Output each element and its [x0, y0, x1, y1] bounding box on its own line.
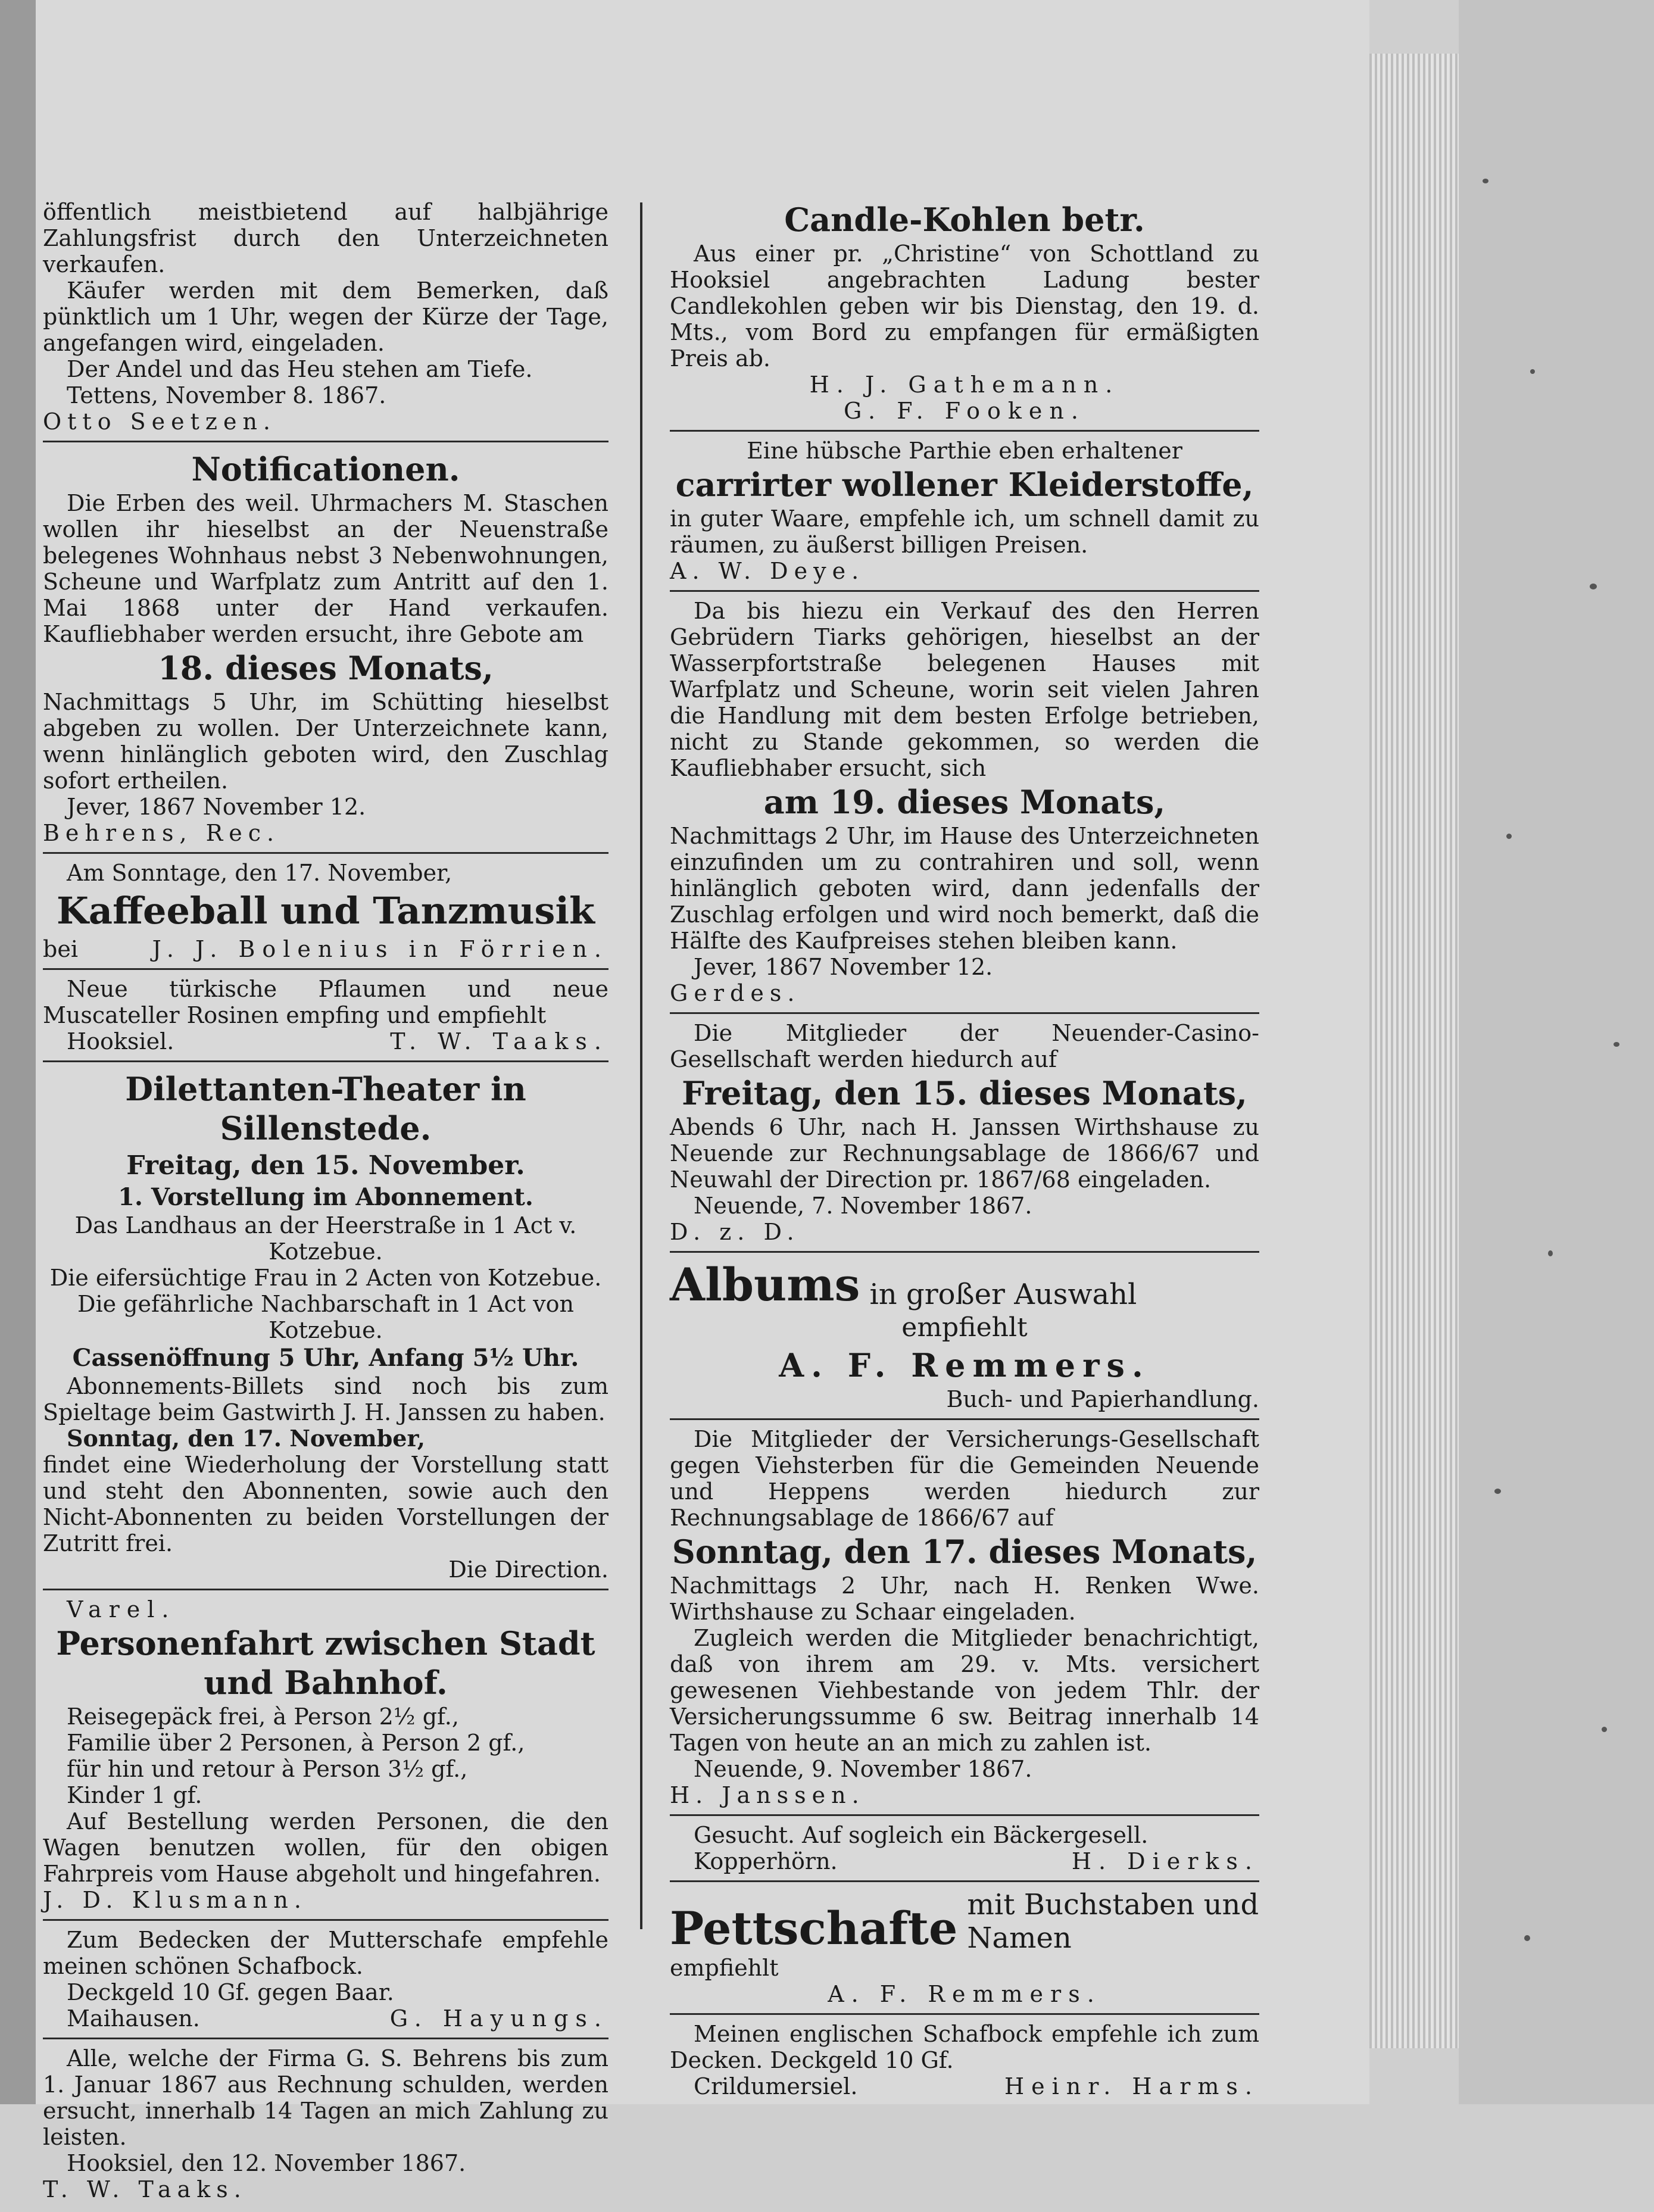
ad-text: Abonnements-Billets sind noch bis zum Spieltage beim Gastwirth J. H. Janssen zu haben.	[43, 1373, 608, 1425]
ad-subheading: Freitag, den 15. November.	[126, 1150, 525, 1181]
ad-text: Die Erben des weil. Uhrmachers M. Staschen wollen ihr hieselbst an der Neuenstraße belegenes Wohnhaus nebst 3 Nebenwohnungen, Scheune und Warfplatz zum Antritt auf den 1. Mai 1868 unter der Hand verkaufen. Kaufliebhaber werden ersucht, ihre Gebote am	[43, 490, 608, 647]
ad-candle-kohlen	[670, 196, 1259, 432]
ad-subline: Buch- und Papierhandlung.	[946, 1386, 1259, 1412]
date-heading: Freitag, den 15. dieses Monats,	[682, 1074, 1247, 1112]
signature: H. Janssen.	[670, 1782, 865, 1808]
ad-behrens-zahlung	[43, 2043, 608, 2208]
place-date: Neuende, 9. November 1867.	[694, 1756, 1032, 1782]
ad-heading-row	[670, 1259, 1259, 1311]
signature: A. W. Deye.	[670, 558, 865, 584]
place: Maihausen.	[67, 2005, 200, 2032]
date-heading: am 19. dieses Monats,	[763, 783, 1166, 821]
prefix: bei	[43, 936, 78, 962]
signature: Heinr. Harms.	[1004, 2073, 1259, 2099]
ad-heading-side: in großer Auswahl	[869, 1278, 1137, 1311]
signature: Otto Seetzen.	[43, 408, 276, 435]
signature: D. z. D.	[670, 1219, 800, 1245]
ad-heading: Dilettanten-Theater in Sillenstede.	[125, 1070, 526, 1147]
ad-text: Abends 6 Uhr, nach H. Janssen Wirthshause zu Neuende zur Rechnungsablage de 1866/67 und Neuwahl der Direction pr. 1867/68 eingeladen.	[670, 1114, 1259, 1193]
ad-heading: Notificationen.	[191, 450, 460, 488]
merchant-name: A. F. Remmers.	[828, 1981, 1101, 2007]
ad-text: Auf Bestellung werden Personen, die den Wagen benutzen wollen, für den obigen Fahrpreis vom Hause abgeholt und hingefahren.	[43, 1808, 608, 1887]
ad-text: Nachmittags 2 Uhr, nach H. Renken Wwe. Wirthshause zu Schaar eingeladen.	[670, 1573, 1259, 1625]
ad-text: Aus einer pr. „Christine“ von Schottland zu Hooksiel angebrachten Ladung bester Candlekohlen geben wir bis Dienstag, den 19. d. Mts., vom Bord zu empfangen für ermäßigten Preis ab.	[670, 241, 1259, 372]
ad-text: Der Andel und das Heu stehen am Tiefe.	[67, 356, 533, 382]
book-cover-board	[1459, 0, 1654, 2104]
fare-line: für hin und retour à Person 3½ gf.,	[67, 1756, 468, 1782]
ad-text: Gesucht. Auf sogleich ein Bäckergesell.	[694, 1822, 1149, 1848]
ad-text: Meinen englischen Schafbock empfehle ich zum Decken. Deckgeld 10 Gf.	[670, 2021, 1259, 2073]
ad-pflaumen	[43, 974, 608, 1062]
left-column	[43, 196, 608, 2212]
ad-heading: Personenfahrt zwischen Stadt und Bahnhof.	[56, 1624, 595, 1702]
ad-schafbock-crildumersiel	[670, 2018, 1259, 2105]
signature: T. W. Taaks.	[43, 2176, 247, 2202]
signature: G. F. Fooken.	[844, 398, 1085, 424]
ad-text: öffentlich meistbietend auf halbjährige Zahlungsfrist durch den Unterzeichneten verkaufen.	[43, 199, 608, 277]
ad-notificationen	[43, 446, 608, 854]
ad-text: Käufer werden mit dem Bemerken, daß pünktlich um 1 Uhr, wegen der Kürze der Tage, angefangen wird, eingeladen.	[43, 277, 608, 356]
ad-text: Zum Bedecken der Mutterschafe empfehle meinen schönen Schafbock.	[43, 1927, 608, 1979]
page-stack-edges	[1369, 54, 1459, 2048]
ad-heading: Candle-Kohlen betr.	[784, 201, 1145, 239]
signature: Die Direction.	[448, 1556, 608, 1583]
fare-line: Familie über 2 Personen, à Person 2 gf.,	[67, 1730, 525, 1756]
ad-text: Alle, welche der Firma G. S. Behrens bis zum 1. Januar 1867 aus Rechnung schulden, werden ersucht, innerhalb 14 Tagen an mich Zahlung zu leisten.	[43, 2045, 608, 2150]
signature: Behrens, Rec.	[43, 820, 280, 846]
place-date: Tettens, November 8. 1867.	[67, 382, 386, 408]
ad-albums	[670, 1256, 1259, 1420]
ad-host-line	[43, 936, 608, 962]
ad-versicherung	[670, 1424, 1259, 1816]
ad-subheading: 1. Vorstellung im Abonnement.	[118, 1183, 533, 1211]
ad-heading-side: mit Buchstaben und Namen	[967, 1888, 1259, 1955]
fare-line: Reisegepäck frei, à Person 2½ gf.,	[67, 1704, 459, 1730]
programme-line: Die gefährliche Nachbarschaft in 1 Act von Kotzebue.	[77, 1291, 574, 1343]
ad-text: in guter Waare, empfehle ich, um schnell damit zu räumen, zu äußerst billigen Preisen.	[670, 506, 1259, 558]
place: Hooksiel.	[67, 1028, 174, 1054]
signature: T. W. Taaks.	[390, 1028, 608, 1054]
previous-page-edge	[0, 0, 36, 2104]
programme-line: Das Landhaus an der Heerstraße in 1 Act v. Kotzebue.	[74, 1212, 577, 1265]
ad-text: Neue türkische Pflaumen und neue Muscateller Rosinen empfing und empfiehlt	[43, 976, 608, 1028]
ad-intro: Am Sonntage, den 17. November,	[67, 860, 452, 886]
place: Crildumersiel.	[694, 2073, 858, 2099]
ad-heading: carrirter wollener Kleiderstoffe,	[675, 466, 1254, 504]
ad-casino-gesellschaft	[670, 1018, 1259, 1253]
ad-pettschafte	[670, 1886, 1259, 2015]
ad-auction-tettens	[43, 196, 608, 442]
ad-text: Nachmittags 5 Uhr, im Schütting hieselbst abgeben zu wollen. Der Unterzeichnete kann, wenn hinlänglich geboten wird, den Zuschlag sofort ertheilen.	[43, 689, 608, 794]
ad-schafbock-maihausen	[43, 1924, 608, 2039]
ad-heading: Kaffeeball und Tanzmusik	[57, 889, 595, 932]
ad-haus-tiarks	[670, 595, 1259, 1014]
date-heading: 18. dieses Monats,	[158, 649, 494, 687]
ad-heading-row	[670, 1888, 1259, 1955]
ad-heading-line2: empfiehlt	[901, 1312, 1028, 1343]
ad-heading: Albums	[670, 1258, 860, 1311]
fare-line: Kinder 1 gf.	[67, 1782, 202, 1808]
date-line: Sonntag, den 17. November,	[67, 1425, 425, 1452]
ad-text: Die Mitglieder der Neuender-Casino-Gesellschaft werden hiedurch auf	[670, 1020, 1259, 1072]
host-name: J. J. Bolenius in Förrien.	[152, 936, 608, 962]
ad-personenfahrt	[43, 1594, 608, 1921]
ad-text: Deckgeld 10 Gf. gegen Baar.	[67, 1979, 394, 2005]
ad-kaffeeball	[43, 857, 608, 970]
ad-intro: Eine hübsche Parthie eben erhaltener	[747, 438, 1182, 464]
times-line: Cassenöffnung 5 Uhr, Anfang 5½ Uhr.	[72, 1344, 579, 1372]
signature: H. J. Gathemann.	[809, 372, 1120, 398]
ad-footer	[670, 1848, 1259, 1874]
ad-text: Zugleich werden die Mitglieder benachrichtigt, daß von ihrem am 29. v. Mts. versichert gewesenen Viehbestande von jedem Thlr. der Versicherungssumme 6 sw. Beitrag innerhalb 14 Tagen von heute an an mich zu zahlen ist.	[670, 1625, 1259, 1756]
place-date: Hooksiel, den 12. November 1867.	[67, 2150, 466, 2176]
signature: H. Dierks.	[1071, 1848, 1259, 1874]
ad-kleiderstoffe	[670, 435, 1259, 592]
ad-text: Die Mitglieder der Versicherungs-Gesellschaft gegen Viehsterben für die Gemeinden Neuende und Heppens werden hiedurch zur Rechnungsablage de 1866/67 auf	[670, 1426, 1259, 1531]
merchant-name: A. F. Remmers.	[779, 1346, 1150, 1384]
place-date: Jever, 1867 November 12.	[694, 954, 993, 980]
column-divider	[640, 202, 642, 1929]
ad-footer	[43, 1028, 608, 1054]
right-column	[670, 196, 1259, 2109]
ad-baeckergesell	[670, 1820, 1259, 1882]
programme-line: Die eifersüchtige Frau in 2 Acten von Kotzebue.	[49, 1265, 602, 1291]
ad-text: findet eine Wiederholung der Vorstellung statt und steht den Abonnenten, sowie auch den Nicht-Abonnenten zu beiden Vorstellungen der Zutritt frei.	[43, 1452, 608, 1556]
prefix: empfiehlt	[670, 1955, 779, 1981]
ad-footer	[670, 2073, 1259, 2099]
place-date: Neuende, 7. November 1867.	[694, 1193, 1032, 1219]
place: Kopperhörn.	[694, 1848, 838, 1874]
signature: G. Hayungs.	[389, 2005, 608, 2032]
ad-heading: Pettschafte	[670, 1902, 958, 1955]
date-heading: Sonntag, den 17. dieses Monats,	[672, 1533, 1257, 1571]
signature: J. D. Klusmann.	[43, 1887, 307, 1913]
ad-text: Nachmittags 2 Uhr, im Hause des Unterzeichneten einzufinden um zu contrahiren und soll, wenn hinlänglich geboten wird, dann jedenfalls der Zuschlag erfolgen und wird noch bemerkt, daß die Hälfte des Kaufpreises stehen bleiben kann.	[670, 823, 1259, 954]
place: Varel.	[67, 1596, 176, 1623]
place-date: Jever, 1867 November 12.	[67, 794, 366, 820]
ad-theater	[43, 1066, 608, 1590]
signature: Gerdes.	[670, 980, 801, 1006]
ad-text: Da bis hiezu ein Verkauf des den Herren Gebrüdern Tiarks gehörigen, hieselbst an der Wasserpfortstraße belegenen Hauses mit Warfplatz und Scheune, worin seit vielen Jahren die Handlung mit dem besten Erfolge betrieben, nicht zu Stande gekommen, so werden die Kaufliebhaber ersucht, sich	[670, 598, 1259, 781]
ad-footer	[43, 2005, 608, 2032]
